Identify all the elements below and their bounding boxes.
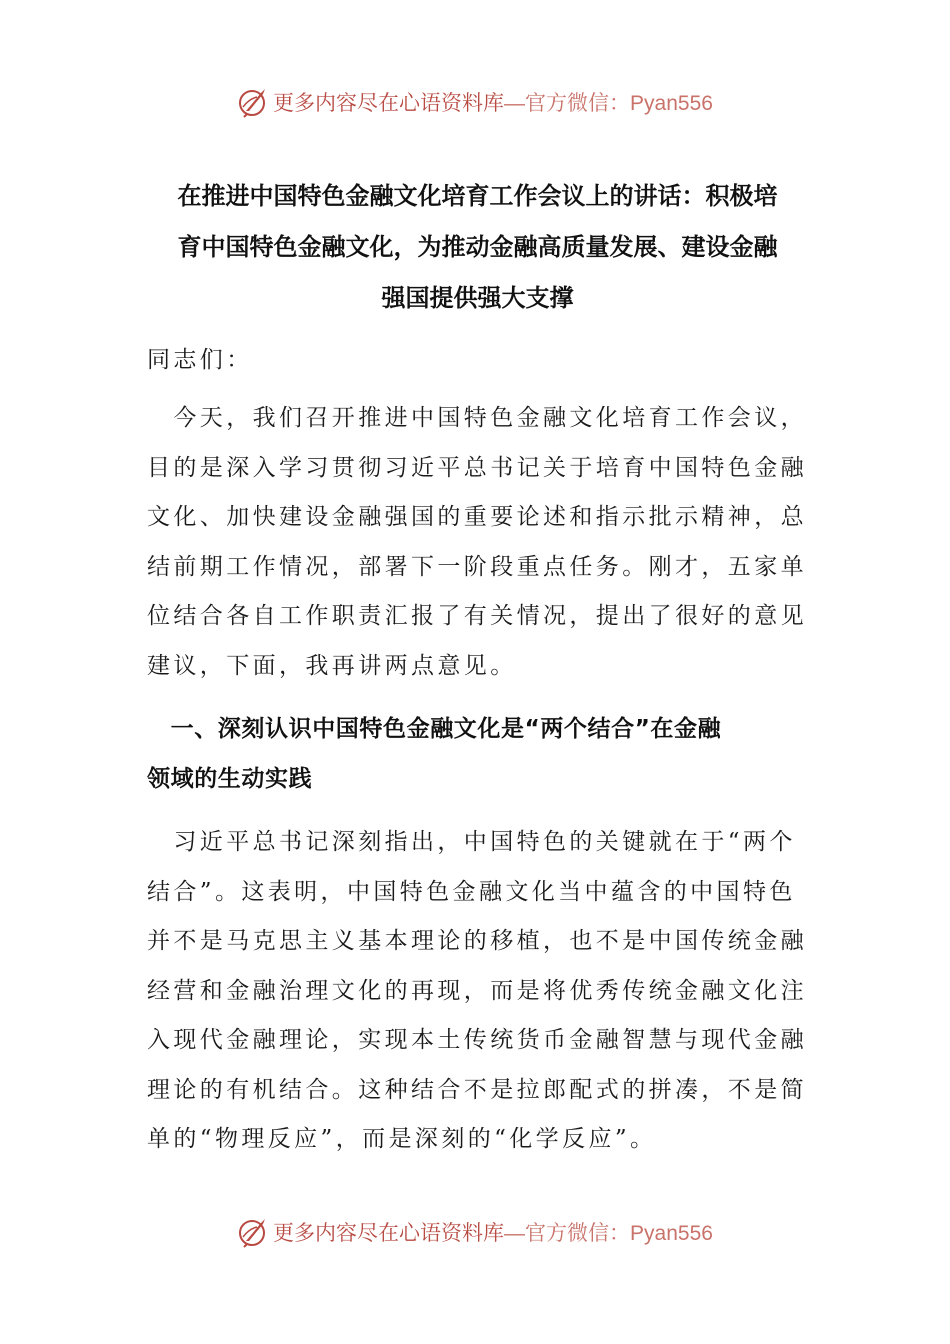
text-line: 习近平总书记深刻指出，中国特色的关键就在于“两个 <box>147 829 796 855</box>
text-line: 结前期工作情况，部署下一阶段重点任务。刚才，五家单 <box>147 553 807 580</box>
text-line: 入现代金融理论，实现本土传统货币金融智慧与现代金融 <box>147 1027 807 1053</box>
quill-logo-icon <box>237 85 271 119</box>
greeting-text: 同志们： <box>147 347 253 373</box>
title-line: 育中国特色金融文化，为推动金融高质量发展、建设金融 <box>177 233 778 261</box>
section-heading-1 <box>147 704 812 804</box>
heading-line: 领域的生动实践 <box>147 766 313 792</box>
banner-text: 更多内容尽在心语资料库—官方微信：Pyan556 <box>273 91 713 115</box>
banner-text: 更多内容尽在心语资料库—官方微信：Pyan556 <box>273 1221 713 1245</box>
text-line: 文化、加快建设金融强国的重要论述和指示批示精神，总 <box>147 504 807 530</box>
text-line: 结合”。这表明，中国特色金融文化当中蕴含的中国特色 <box>147 878 796 905</box>
greeting <box>147 336 807 386</box>
text-line: 今天，我们召开推进中国特色金融文化培育工作会议， <box>147 405 807 431</box>
text-line: 位结合各自工作职责汇报了有关情况，提出了很好的意见 <box>147 603 807 629</box>
text-line: 理论的有机结合。这种结合不是拉郎配式的拼凑，不是简 <box>147 1076 807 1103</box>
text-line: 经营和金融治理文化的再现，而是将优秀传统金融文化注 <box>147 977 807 1004</box>
title-line: 强国提供强大支撑 <box>381 284 574 312</box>
title-line: 在推进中国特色金融文化培育工作会议上的讲话：积极培 <box>177 182 778 210</box>
text-line: 并不是马克思主义基本理论的移植，也不是中国传统金融 <box>147 928 807 954</box>
heading-line: 一、深刻认识中国特色金融文化是“两个结合”在金融 <box>147 716 722 742</box>
document-title <box>150 171 805 324</box>
quill-logo-icon <box>237 1215 271 1249</box>
paragraph-section-1 <box>147 818 807 1165</box>
text-line: 单的“物理反应”，而是深刻的“化学反应”。 <box>147 1126 657 1152</box>
footer-banner <box>0 1212 950 1252</box>
header-banner <box>0 82 950 122</box>
paragraph-intro <box>147 394 807 691</box>
text-line: 建议，下面，我再讲两点意见。 <box>147 652 517 679</box>
text-line: 目的是深入学习贯彻习近平总书记关于培育中国特色金融 <box>147 454 807 481</box>
